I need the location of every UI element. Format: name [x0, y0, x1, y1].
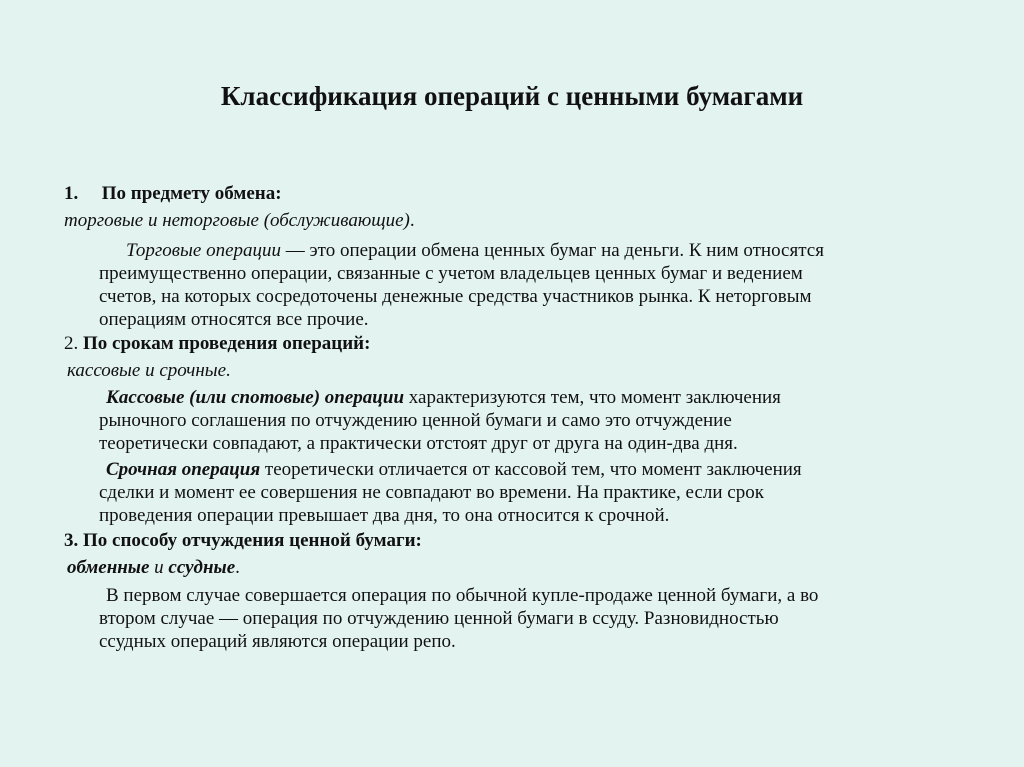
section-3-para-line-3: ссудных операций являются операции репо.: [99, 631, 456, 652]
section-1-term: Торговые операции: [126, 240, 282, 261]
section-2-and: и: [140, 360, 160, 381]
section-2-para1-line-1: [106, 387, 781, 409]
section-1-subtypes: [64, 210, 415, 232]
section-3-heading: 3. По способу отчуждения ценной бумаги:: [64, 530, 422, 551]
section-2-para1-line-3: теоретически совпадают, а практически отстоят друг от друга на один-два дня.: [99, 433, 738, 454]
section-1-text-1: — это операции обмена ценных бумаг на деньги. К ним относятся: [281, 240, 824, 261]
section-2-subtypes: [67, 360, 231, 382]
section-2-para2-line-2: сделки и момент ее совершения не совпадают во времени. На практике, если срок: [99, 482, 764, 503]
section-1-para-line-4: операциям относятся все прочие.: [99, 309, 369, 330]
section-1-type-a: торговые: [64, 210, 144, 231]
section-3-para-line-1: В первом случае совершается операция по обычной купле-продаже ценной бумаги, а во: [106, 585, 819, 606]
section-3-end: .: [235, 557, 240, 578]
section-1-para-line-3: счетов, на которых сосредоточены денежные средства участников рынка. К неторговым: [99, 286, 812, 307]
section-2-text-2: теоретически отличается от кассовой тем, что момент заключения: [260, 459, 802, 480]
section-2-type-b: срочные.: [159, 360, 231, 381]
section-2-term-1: Кассовые (или спотовые) операции: [106, 387, 405, 408]
section-2-type-a: кассовые: [67, 360, 141, 381]
section-1-para-line-2: преимущественно операции, связанные с учетом владельцев ценных бумаг и ведением: [99, 263, 803, 284]
section-3-subtypes: [67, 557, 240, 579]
section-3-para-line-2: втором случае — операция по отчуждению ценной бумаги в ссуду. Разновидностью: [99, 608, 779, 629]
section-2-para1-line-2: рыночного соглашения по отчуждению ценной бумаги и само это отчуждение: [99, 410, 732, 431]
section-2-para2-line-3: проведения операции превышает два дня, то она относится к срочной.: [99, 505, 670, 526]
section-2-para2-line-1: [106, 459, 802, 481]
section-2-number: 2.: [64, 333, 83, 354]
section-1-and: и: [143, 210, 163, 231]
section-3-type-a: обменные: [67, 557, 150, 578]
section-2-heading: [64, 333, 370, 355]
section-1-heading: [64, 183, 282, 205]
section-1-end: .: [409, 210, 415, 231]
section-2-text-1: характеризуются тем, что момент заключения: [404, 387, 781, 408]
section-1-title: По предмету обмена:: [101, 183, 282, 204]
section-1-number: 1.: [64, 183, 79, 204]
section-3-type-b: ссудные: [168, 557, 236, 578]
section-3-and: и: [149, 557, 169, 578]
section-2-term-2: Срочная операция: [106, 459, 261, 480]
slide-title: Классификация операций с ценными бумагами: [220, 81, 804, 111]
section-1-type-b: неторговые (обслуживающие): [162, 210, 410, 231]
section-1-para-line-1: [126, 240, 824, 262]
section-2-title: По срокам проведения операций:: [83, 333, 371, 354]
